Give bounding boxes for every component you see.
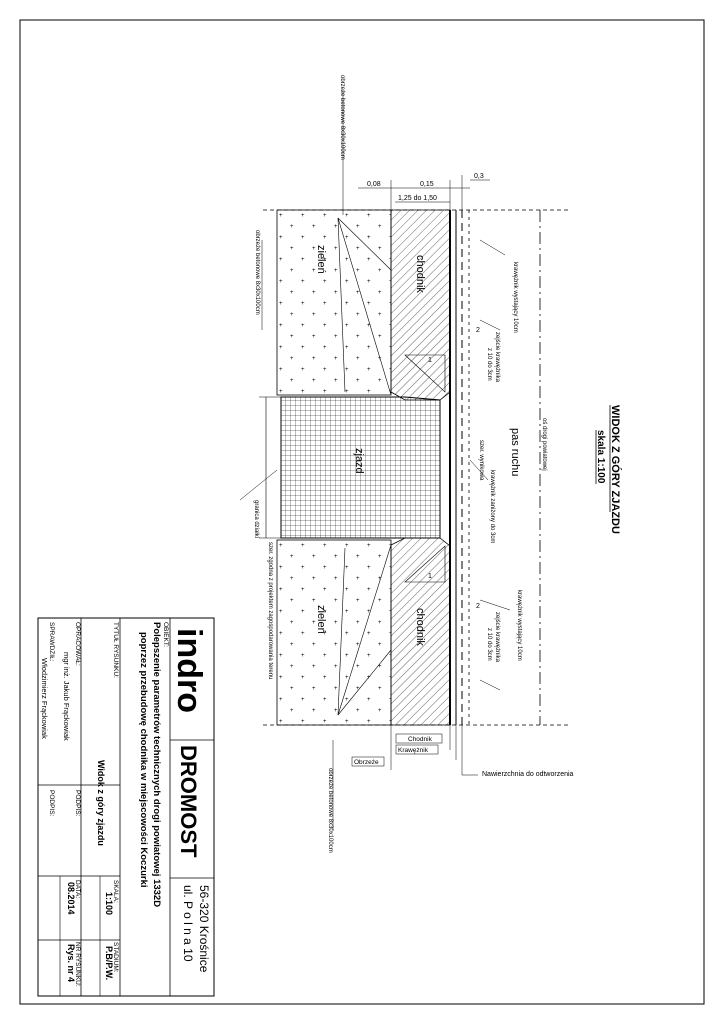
note-szer-zgodna: szer. zgodna z projektem zagospodarowania terenu bbox=[267, 542, 273, 680]
label-chodnik-small: Chodnik bbox=[408, 736, 432, 743]
dim-2-top: 2 bbox=[476, 327, 480, 334]
slope-label-top: 1 bbox=[428, 357, 432, 364]
company-city: 56-320 Krośnice bbox=[197, 885, 211, 973]
label-zielen-top: zieleń bbox=[315, 245, 327, 274]
label-kraweznik-small: Krawężnik bbox=[398, 747, 428, 754]
dim-008: 0,08 bbox=[367, 181, 381, 188]
dim-03: 0,3 bbox=[474, 173, 484, 180]
company-logo: indro bbox=[170, 628, 208, 713]
nr-rysunku-value: Rys. nr 4 bbox=[66, 944, 76, 983]
label-zielen-bottom: zieleń bbox=[315, 605, 327, 634]
drawing-scale: skala 1:100 bbox=[595, 430, 606, 484]
dim-2-bottom: 2 bbox=[476, 603, 480, 610]
podpis-label-2: PODPIS: bbox=[48, 790, 55, 817]
obiekt-line2: poprzez przebudowę chodnika w miejscowości Koczurki bbox=[138, 632, 149, 888]
podpis-label-1: PODPIS: bbox=[74, 790, 81, 817]
note-kraweznik-zanizony: krawężnik zaniżony do 3cm bbox=[489, 470, 495, 544]
note-os-drogi: oś drogi powiatowej bbox=[541, 418, 547, 471]
label-zjazd: zjazd bbox=[353, 448, 365, 474]
obiekt-label: OBIEKT: bbox=[162, 622, 169, 647]
company-name: DROMOST bbox=[176, 745, 201, 858]
nr-rysunku-label: NR RYSUNKU: bbox=[74, 942, 81, 987]
label-obrzeze-small: Obrzeże bbox=[354, 759, 379, 766]
opracowal-value: mgr inż. Jakub Frąckowiak bbox=[62, 652, 71, 741]
note-obrzeze-top: obrzeże betonowe 8x30x100cm bbox=[339, 75, 345, 160]
dim-015: 0,15 bbox=[420, 181, 434, 188]
note-zejscie-range-top: z 10 do 3cm bbox=[486, 348, 492, 381]
data-label: DATA: bbox=[74, 880, 81, 899]
note-granica-dzialki: granica działki bbox=[253, 500, 259, 539]
data-value: 08.2014 bbox=[66, 882, 76, 915]
slope-label-bottom: 1 bbox=[428, 573, 432, 580]
green-area-bottom bbox=[277, 540, 391, 725]
company-street: ul. P o l n a 10 bbox=[181, 885, 195, 962]
drawing-title: WIDOK Z GÓRY ZJAZDU bbox=[609, 405, 621, 534]
sprawdzil-label: SPRAWDZIŁ: bbox=[48, 622, 55, 662]
label-chodnik-top: chodnik bbox=[414, 255, 426, 293]
stadium-value: P.B/P.W. bbox=[104, 946, 114, 981]
note-szer-wynikowa: szer. wynikowa bbox=[478, 440, 484, 481]
skala-value: 1:100 bbox=[104, 892, 114, 916]
note-obrzeze-left: obrzeże betonowe 8x30x100cm bbox=[254, 230, 260, 315]
note-kraweznik-wystajacy-top: krawężnik wystający 10cm bbox=[512, 262, 518, 333]
obiekt-line1: Polepszenie parametrów technicznych drogi powiatowej 1332D bbox=[151, 622, 162, 908]
label-pas-ruchu: pas ruchu bbox=[509, 428, 521, 477]
note-zejscie-bottom: zejście krawężnika bbox=[494, 612, 500, 663]
tytul-value: Widok z góry zjazdu bbox=[96, 760, 106, 846]
sidewalk-top bbox=[391, 210, 450, 400]
label-chodnik-bottom: chodnik bbox=[414, 608, 426, 646]
tytul-label: TYTUŁ RYSUNKU: bbox=[112, 622, 119, 678]
note-obrzeze-bottom: obrzeże betonowe 8x30x100cm bbox=[327, 768, 333, 853]
note-zejscie-range-bottom: z 10 do 3cm bbox=[486, 628, 492, 661]
note-kraweznik-wystajacy-bottom: krawężnik wystający 10cm bbox=[516, 590, 522, 661]
note-zejscie-top: zejście krawężnika bbox=[494, 332, 500, 383]
stadium-label: STADIUM: bbox=[112, 942, 119, 973]
dim-125: 1,25 do 1,50 bbox=[398, 195, 437, 202]
label-nawierzchnia: Nawierzchnia do odtworzenia bbox=[482, 771, 574, 778]
skala-label: SKALA: bbox=[112, 880, 119, 903]
green-area-top bbox=[277, 210, 391, 395]
sprawdzil-value: Włodzimierz Frąckowiak bbox=[40, 658, 49, 739]
opracowal-label: OPRACOWAŁ: bbox=[74, 622, 81, 666]
